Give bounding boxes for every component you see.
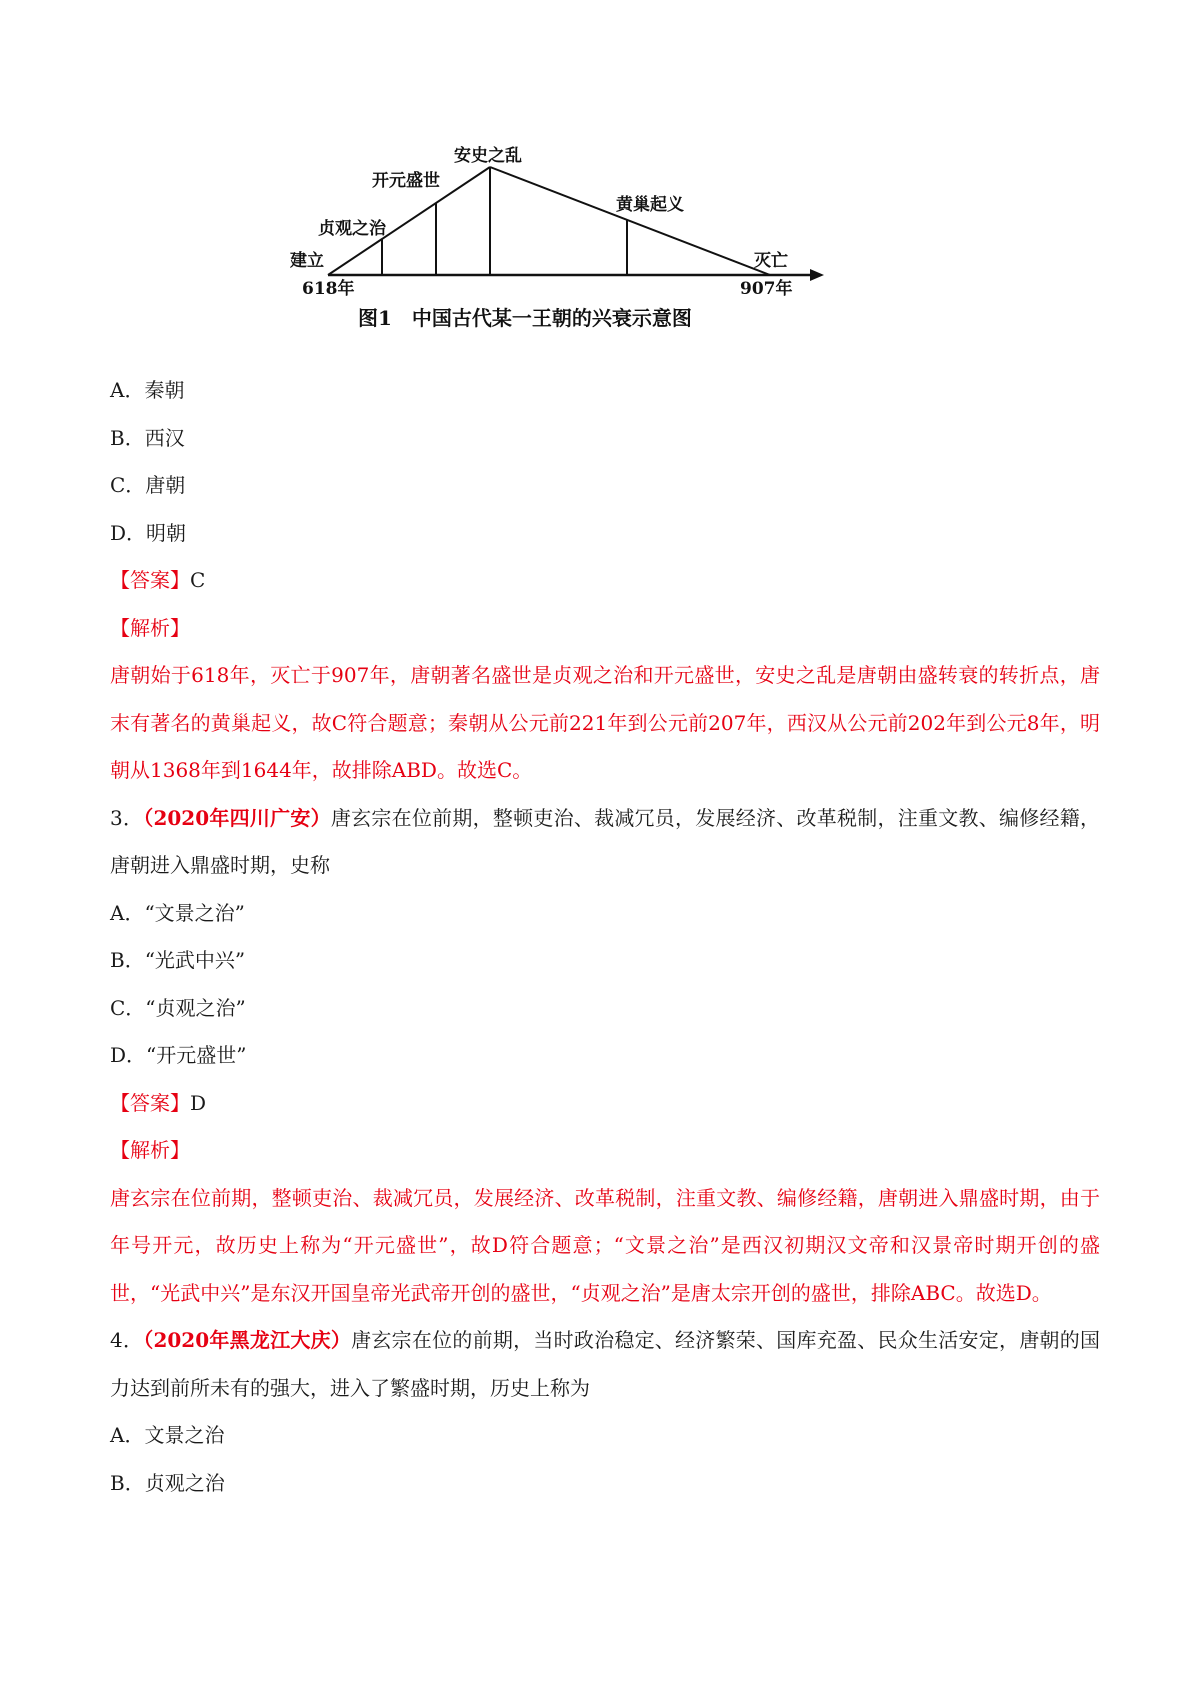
q2-option-a: A．秦朝 [110, 378, 185, 402]
q3-stem [110, 795, 1100, 890]
q3-answer-label: 【答案】 [110, 1090, 190, 1115]
q4-number: 4． [110, 1328, 144, 1352]
q3-option-d: D．“开元盛世” [110, 1043, 247, 1067]
label-anshi: 安史之乱 [454, 146, 522, 166]
fall-line [490, 167, 770, 275]
q3-analysis-label [110, 1127, 1100, 1175]
label-huangchao: 黄巢起义 [616, 195, 684, 215]
q2-analysis-label [110, 605, 1100, 653]
q2-option-b: B．西汉 [110, 425, 185, 450]
q2-answer-value: C [190, 568, 206, 592]
q3-option-b: B．“光武中兴” [110, 948, 246, 972]
q3-source: （2020年四川广安） [143, 805, 331, 830]
label-founded: 建立 [290, 251, 324, 271]
label-start-year: 618年 [302, 279, 355, 299]
q3-answer [110, 1080, 1100, 1128]
q2-option-c: C．唐朝 [110, 473, 186, 497]
label-fall: 灭亡 [754, 251, 788, 271]
q3-option-a: A．“文景之治” [110, 900, 245, 925]
rise-fall-schematic [290, 140, 920, 360]
q2-analysis: 唐朝始于618年，灭亡于907年，唐朝著名盛世是贞观之治和开元盛世，安史之乱是唐朝由盛转衰的转折点，唐末有著名的黄巢起义，故C符合题意；秦朝从公元前221年到公元前207年，西汉从公元前202年到公元8年，明朝从1368年到1644年，故排除ABD。故选C。 [110, 663, 1100, 782]
dynasty-rise-fall-diagram [290, 140, 920, 360]
label-end-year: 907年 [740, 279, 793, 299]
q4-stem [110, 1317, 1100, 1412]
q4-stem-text: 唐玄宗在位的前期，当时政治稳定、经济繁荣、国库充盈、民众生活安定，唐朝的国力达到前所未有的强大，进入了繁盛时期，历史上称为 [110, 1328, 1100, 1400]
axis-arrow [810, 269, 824, 281]
q4-option-b: B．贞观之治 [110, 1470, 225, 1495]
q3-answer-value: D [190, 1090, 207, 1115]
q3-analysis: 唐玄宗在位前期，整顿吏治、裁减冗员，发展经济、改革税制，注重文教、编修经籍，唐朝进入鼎盛时期，由于年号开元，故历史上称为“开元盛世”，故D符合题意；“文景之治”是西汉初期汉文帝和汉景帝时期开创的盛世，“光武中兴”是东汉开国皇帝光武帝开创的盛世，“贞观之治”是唐太宗开创的盛世，排除ABC。故选D。 [110, 1185, 1100, 1305]
q4-option-a: A．文景之治 [110, 1423, 225, 1447]
q3-analysis-label-text: 【解析】 [110, 1138, 190, 1162]
question-content [110, 367, 1100, 1507]
q4-source: （2020年黑龙江大庆） [143, 1328, 352, 1352]
label-zhenguan: 贞观之治 [318, 219, 386, 239]
q2-analysis-label-text: 【解析】 [110, 615, 190, 640]
q2-option-d: D．明朝 [110, 520, 187, 545]
q3-stem-text: 唐玄宗在位前期，整顿吏治、裁减冗员，发展经济、改革税制，注重文教、编修经籍，唐朝进入鼎盛时期，史称 [110, 805, 1100, 877]
figure-caption: 图1 中国古代某一王朝的兴衰示意图 [358, 306, 692, 330]
q2-answer-label: 【答案】 [110, 568, 190, 592]
q3-number: 3． [110, 805, 144, 830]
label-kaiyuan: 开元盛世 [372, 171, 440, 191]
q2-answer [110, 557, 1100, 605]
q3-option-c: C．“贞观之治” [110, 995, 246, 1020]
